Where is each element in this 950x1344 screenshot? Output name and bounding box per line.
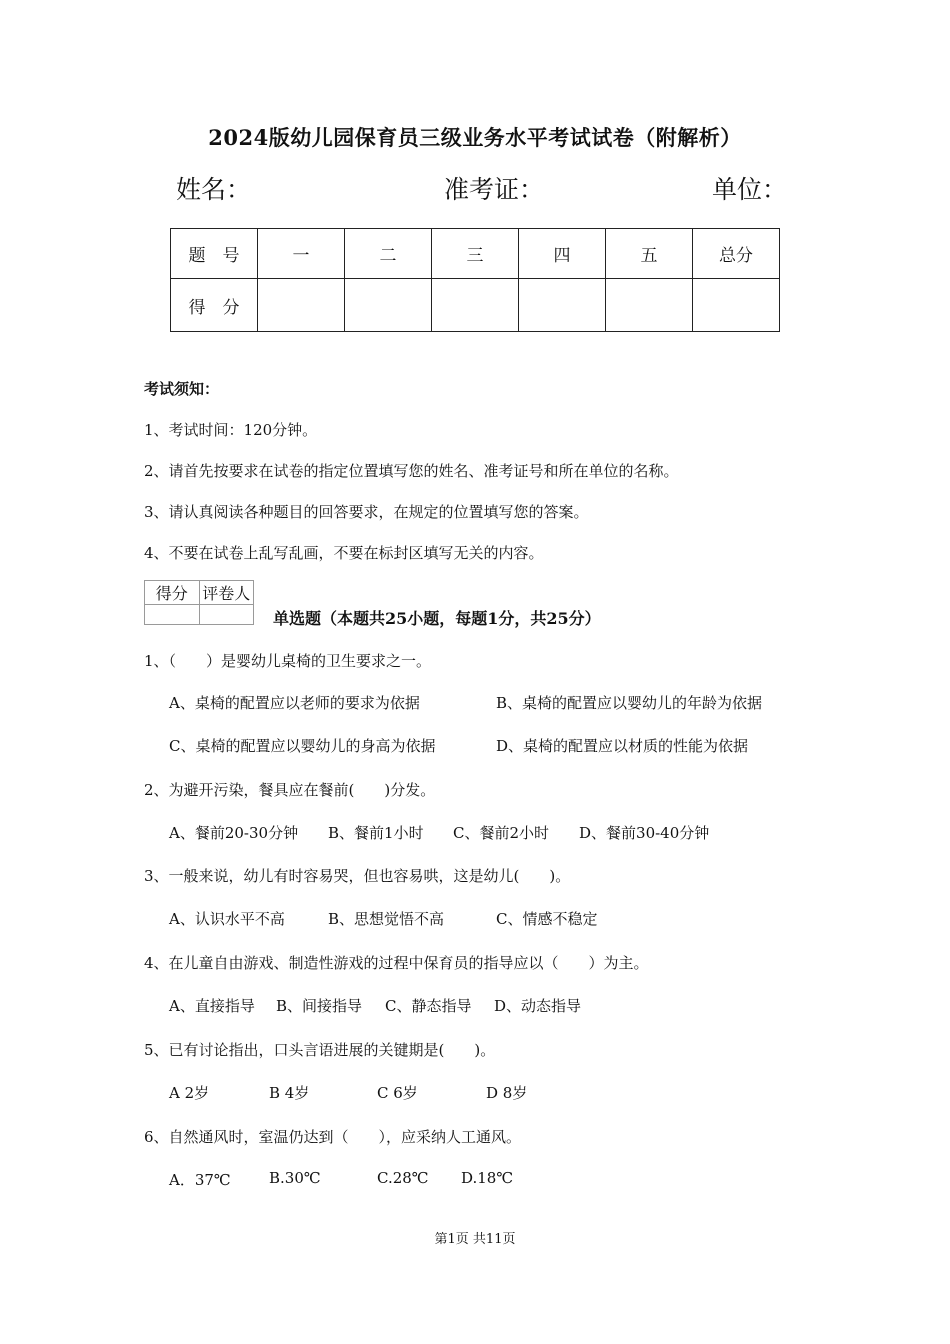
question-option: C、餐前2小时 (453, 824, 550, 842)
question-option: A 2岁 (169, 1084, 210, 1102)
question-option: C.28℃ (377, 1169, 429, 1187)
question-option: B 4岁 (269, 1084, 310, 1102)
question-option: D、桌椅的配置应以材质的性能为依据 (496, 737, 749, 755)
question-option: A．37℃ (169, 1171, 231, 1189)
question-stem: 5、已有讨论指出，口头言语进展的关键期是( )。 (144, 1041, 496, 1059)
score-table-row-label: 得 分 (171, 279, 258, 332)
question-option: B、间接指导 (276, 997, 363, 1015)
score-cell[interactable] (258, 279, 345, 332)
score-table-header-cell: 题 号 (171, 229, 258, 279)
score-table-header-cell: 总分 (693, 229, 780, 279)
unit-field-label: 单位： (712, 175, 788, 204)
page-footer: 第1页 共11页 (434, 1232, 516, 1247)
grader-box-grader-cell[interactable] (199, 605, 254, 625)
question-stem: 6、自然通风时，室温仍达到（ ），应采纳人工通风。 (144, 1128, 522, 1146)
question-stem: 1、（ ）是婴幼儿桌椅的卫生要求之一。 (144, 652, 432, 670)
score-cell[interactable] (693, 279, 780, 332)
section-title: 单选题（本题共25小题，每题1分，共25分） (273, 609, 601, 628)
score-table (170, 228, 780, 332)
grader-box-grader-label: 评卷人 (199, 581, 254, 605)
question-stem: 3、一般来说，幼儿有时容易哭，但也容易哄，这是幼儿( )。 (144, 867, 571, 885)
score-cell[interactable] (519, 279, 606, 332)
notice-item: 1、考试时间：120分钟。 (144, 421, 318, 439)
question-option: A、餐前20-30分钟 (169, 824, 299, 842)
question-option: B.30℃ (269, 1169, 321, 1187)
notice-item: 3、请认真阅读各种题目的回答要求，在规定的位置填写您的答案。 (144, 503, 589, 521)
score-cell[interactable] (432, 279, 519, 332)
score-table-header-cell: 五 (606, 229, 693, 279)
question-option: D 8岁 (486, 1084, 528, 1102)
score-table-header-cell: 四 (519, 229, 606, 279)
exam-id-field-label: 准考证： (444, 175, 545, 204)
grader-box (144, 580, 254, 625)
question-option: B、桌椅的配置应以婴幼儿的年龄为依据 (496, 694, 763, 712)
grader-box-score-cell[interactable] (145, 605, 200, 625)
question-option: C、情感不稳定 (496, 910, 598, 928)
notice-heading: 考试须知： (144, 380, 220, 398)
notice-item: 2、请首先按要求在试卷的指定位置填写您的姓名、准考证号和所在单位的名称。 (144, 462, 679, 480)
score-table-score-row (171, 279, 780, 332)
score-cell[interactable] (345, 279, 432, 332)
question-option: A、直接指导 (169, 997, 255, 1015)
question-option: C、桌椅的配置应以婴幼儿的身高为依据 (169, 737, 436, 755)
question-option: A、桌椅的配置应以老师的要求为依据 (169, 694, 420, 712)
grader-box-score-label: 得分 (145, 581, 200, 605)
score-cell[interactable] (606, 279, 693, 332)
question-option: B、餐前1小时 (328, 824, 424, 842)
score-table-header-cell: 三 (432, 229, 519, 279)
question-option: D、动态指导 (494, 997, 582, 1015)
question-option: B、思想觉悟不高 (328, 910, 445, 928)
name-field-label: 姓名： (176, 175, 252, 204)
score-table-header-cell: 二 (345, 229, 432, 279)
score-table-header-cell: 一 (258, 229, 345, 279)
notice-item: 4、不要在试卷上乱写乱画，不要在标封区填写无关的内容。 (144, 544, 544, 562)
question-option: C、静态指导 (385, 997, 472, 1015)
question-stem: 2、为避开污染，餐具应在餐前( )分发。 (144, 781, 436, 799)
question-stem: 4、在儿童自由游戏、制造性游戏的过程中保育员的指导应以（ ）为主。 (144, 954, 649, 972)
question-option: D、餐前30-40分钟 (579, 824, 710, 842)
document-title: 2024版幼儿园保育员三级业务水平考试试卷（附解析） (208, 125, 742, 150)
question-option: A、认识水平不高 (169, 910, 285, 928)
question-option: C 6岁 (377, 1084, 418, 1102)
question-option: D.18℃ (461, 1169, 514, 1187)
score-table-header-row (171, 229, 780, 279)
